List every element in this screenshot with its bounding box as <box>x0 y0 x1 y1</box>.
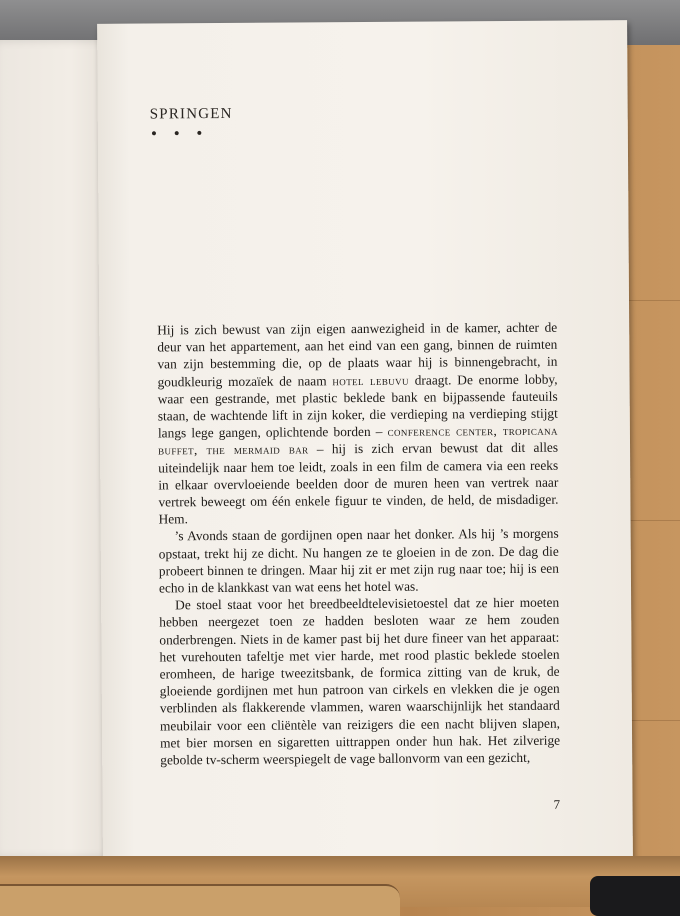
paragraph-3: De stoel staat voor het breedbeeldtelevisietoestel dat ze hier moeten hebben neergezet toen ze hadden besloten waar ze hem zouden onderbrengen. Niets in de kamer past bij het dure fineer van het apparaat: het vurehouten tafeltje met vier harde, met rood plastic beklede stoelen eromheen, de harige tweezitsbank, de formica zitting van de kruk, de gloeiende gordijnen met hun patroon van cirkels en vlekken die je ogen verblinden als flakkerende vlammen, waren waarschijnlijk het standaard meubilair voor een cliëntèle van reizigers die een nacht blijven slapen, met bier morsen en sigaretten uittrappen onder hun hak. Het zilverige gebolde tv-scherm weerspiegelt de vage ballonvorm van een gezicht, <box>159 594 561 768</box>
paragraph-1-text: Hij is zich bewust van zijn eigen aanwezigheid in de kamer, achter de deur van het appartement, aan het eind van een gang, binnen de ruimten van zijn bestemming die, op de plaats waar hij is binnengebracht, in goudkleurig mozaïek de naam <box>157 319 558 390</box>
chapter-ornament: • • • <box>149 126 209 143</box>
paragraph-1-text: draagt. De enorme lobby, waar een gestrande, met plastic beklede bank en bijpassende fauteuils staan, de wachtende lift in zijn koker, die verdieping na verdieping stijgt langs lege gangen, oplichtende borden – <box>157 371 558 441</box>
body-text <box>157 319 560 769</box>
paragraph-2: ’s Avonds staan de gordijnen open naar het donker. Als hij ’s morgens opstaat, trekt hij ze dicht. Nu hangen ze te gloeien in de zon. De dag die probeert binnen te dringen. Maar hij zit er met zijn rug naar toe; hij is een echo in de klankkast van wat eens het hotel was. <box>158 526 559 596</box>
hotel-signs: conference center, tropicana buffet, the mermaid bar <box>158 422 558 458</box>
book-page <box>97 20 633 864</box>
hotel-name: hotel lebuvu <box>332 372 409 388</box>
book-stand-slot <box>0 884 400 916</box>
paragraph-1-text: – hij is zich ervan bewust dat dit alles uiteindelijk naar hem toe leidt, zoals in een film de camera via een reeks in elkaar overvloeiende beelden door de muren heen van vertrek naar vertrek beweegt om één enkele figuur te vinden, de held, de misdadiger. Hem. <box>158 440 559 527</box>
page-number: 7 <box>553 796 561 812</box>
paragraph-1 <box>157 319 558 528</box>
chapter-title: SPRINGEN <box>149 105 233 123</box>
dark-object <box>590 876 680 916</box>
